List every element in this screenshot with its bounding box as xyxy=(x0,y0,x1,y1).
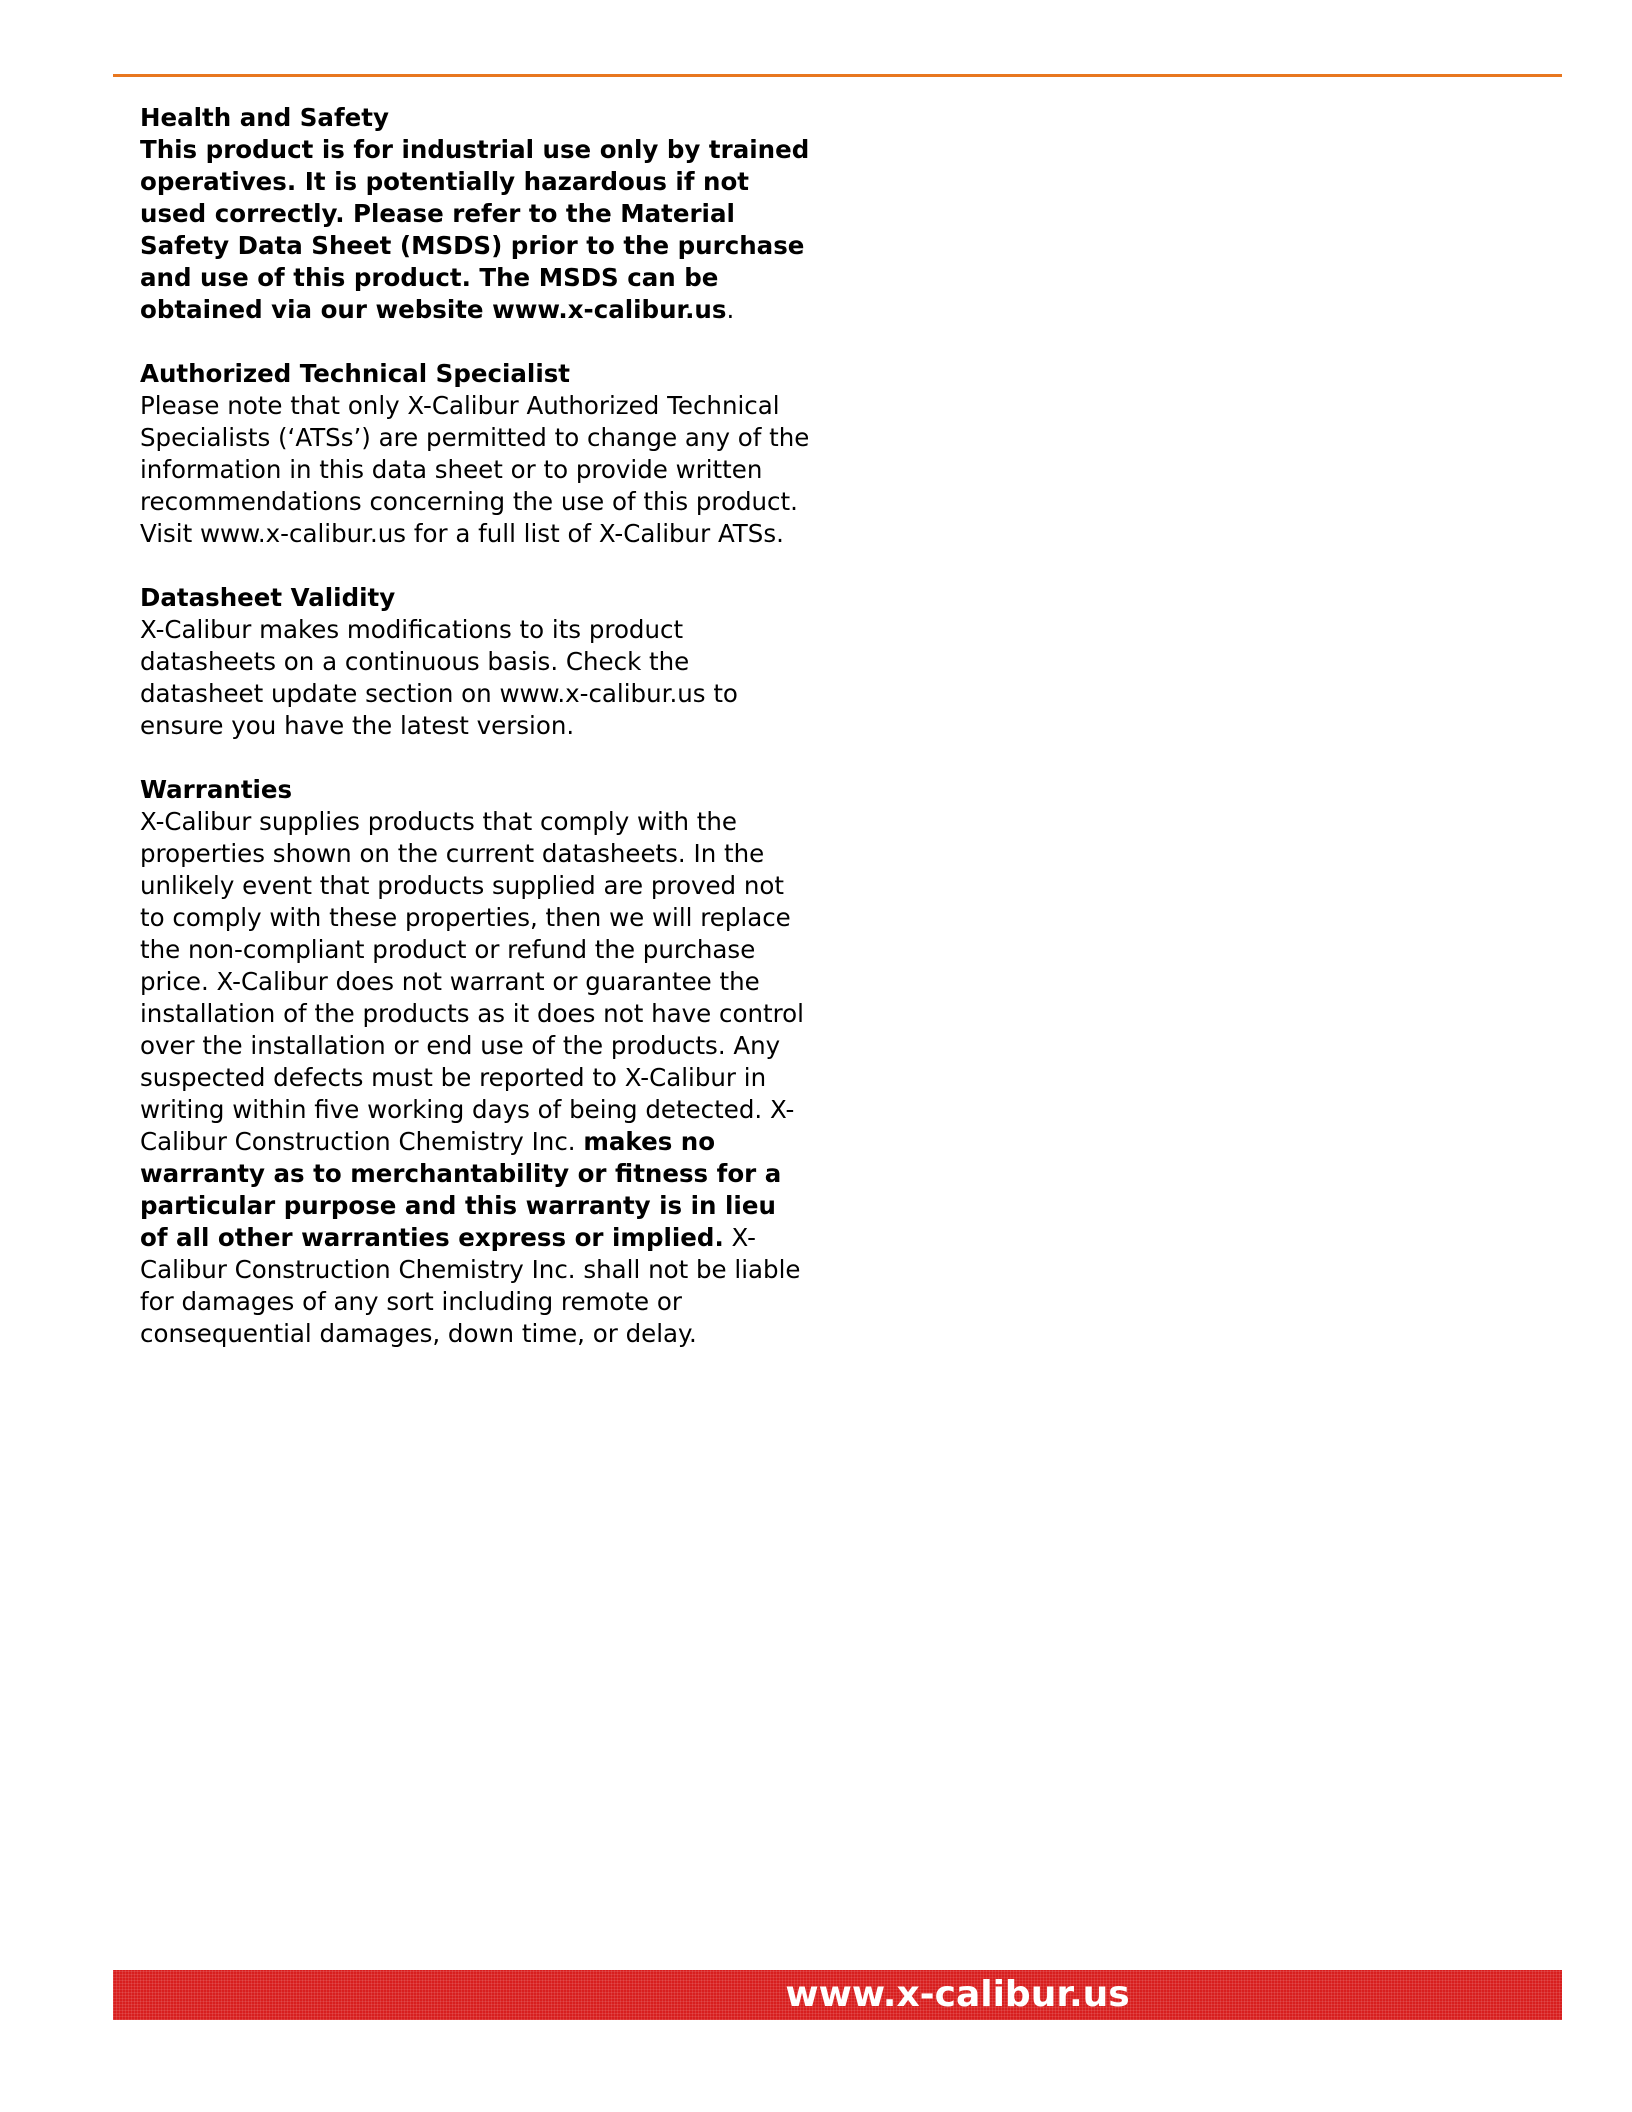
ats-section xyxy=(140,358,810,550)
validity-text: X-Calibur makes modifications to its product datasheets on a continuous basis. Check the datasheet update section on www.x-calibur.us to ensure you have the latest version. xyxy=(140,615,738,740)
warranties-heading: Warranties xyxy=(140,775,293,804)
warranties-text xyxy=(140,806,810,1350)
health-safety-period: . xyxy=(726,295,735,324)
validity-section xyxy=(140,582,810,742)
health-safety-text xyxy=(140,134,810,326)
footer-website-url: www.x-calibur.us xyxy=(785,1974,1130,2015)
ats-heading: Authorized Technical Specialist xyxy=(140,359,571,388)
validity-heading: Datasheet Validity xyxy=(140,583,396,612)
warranties-disclaimer-bold: makes no warranty as to merchantability or fitness for a particular purpose and this warranty is in lieu of all other warranties express or implied. xyxy=(140,1127,782,1252)
ats-text: Please note that only X-Calibur Authorized Technical Specialists (‘ATSs’) are permitted to change any of the information in this data sheet or to provide written recommendations concerning the use of this product. Visit www.x-calibur.us for a full list of X-Calibur ATSs. xyxy=(140,391,810,548)
warranties-text-part2: X-Calibur Construction Chemistry Inc. shall not be liable for damages of any sort including remote or consequential damages, down time, or delay. xyxy=(140,1223,801,1348)
document-body xyxy=(140,102,810,1382)
header-divider xyxy=(113,74,1562,77)
warranties-text-part1: X-Calibur supplies products that comply with the properties shown on the current datasheets. In the unlikely event that products supplied are proved not to comply with these properties, then we will replace the non-compliant product or refund the purchase price. X-Calibur does not warrant or guarantee the installation of the products as it does not have control over the installation or end use of the products. Any suspected defects must be reported to X-Calibur in writing within five working days of being detected. X-Calibur Construction Chemistry Inc. xyxy=(140,807,804,1156)
footer-banner xyxy=(113,1970,1562,2020)
health-safety-section xyxy=(140,102,810,326)
warranties-section xyxy=(140,774,810,1350)
health-safety-heading: Health and Safety xyxy=(140,103,389,132)
health-safety-body: This product is for industrial use only by trained operatives. It is potentially hazardous if not used correctly. Please refer to the Material Safety Data Sheet (MSDS) prior to the purchase and use of this product. The MSDS can be obtained via our website www.x-calibur.us xyxy=(140,135,810,324)
